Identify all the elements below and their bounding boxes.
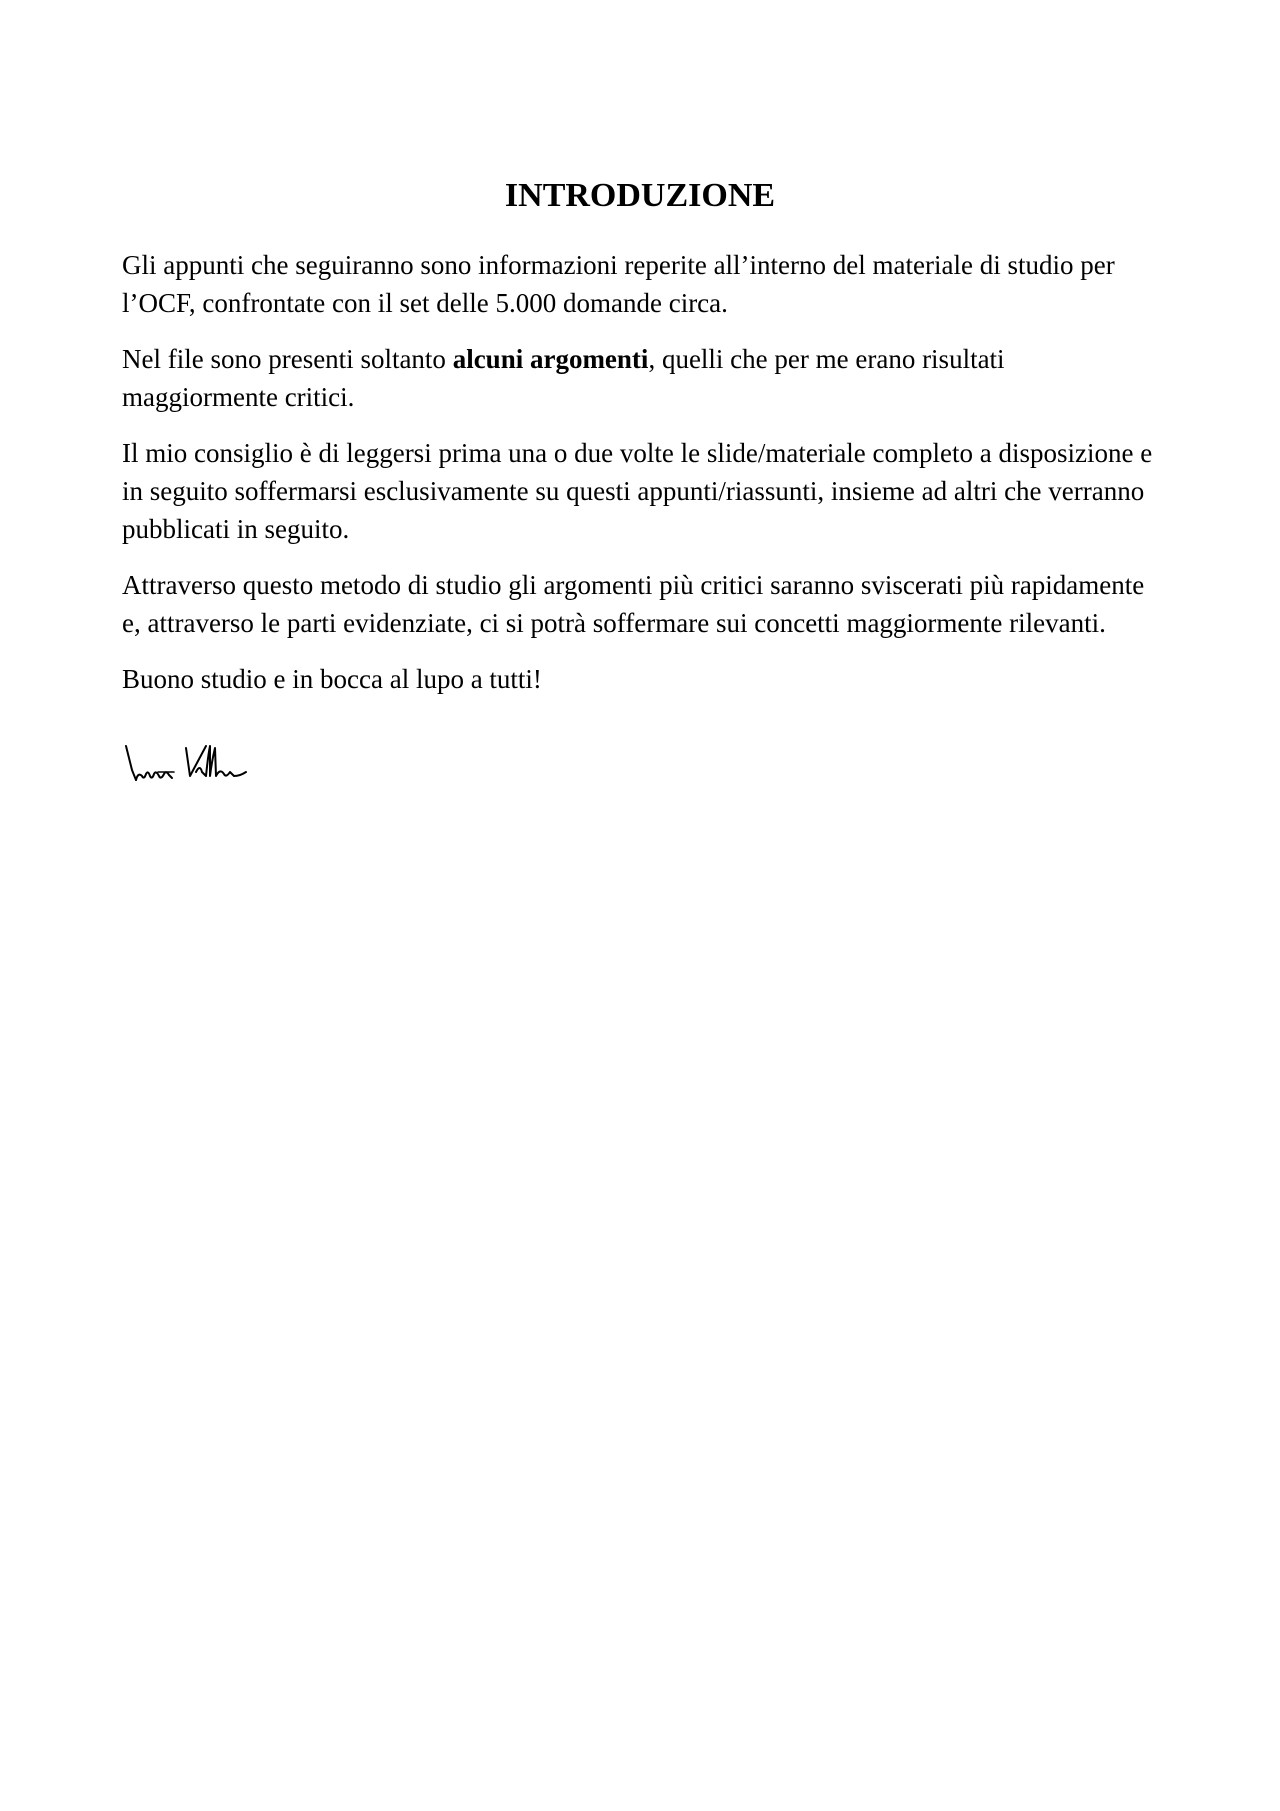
paragraph-closing: Buono studio e in bocca al lupo a tutti! (122, 664, 542, 694)
paragraph-topics (122, 340, 1162, 416)
paragraph-intro: Gli appunti che seguiranno sono informazioni reperite all’interno del materiale di studio per l’OCF, confrontate con il set delle 5.000 domande circa. (122, 250, 1115, 318)
handwritten-signature-icon (122, 742, 252, 788)
paragraph-topics-bold: alcuni argomenti (452, 344, 649, 374)
document-body (122, 246, 1162, 716)
page-title: INTRODUZIONE (504, 177, 776, 214)
paragraph-method: Attraverso questo metodo di studio gli argomenti più critici saranno sviscerati più rapidamente e, attraverso le parti evidenziate, ci si potrà soffermare sui concetti maggiormente rilevanti. (122, 570, 1145, 638)
paragraph-advice: Il mio consiglio è di leggersi prima una o due volte le slide/materiale completo a disposizione e in seguito soffermarsi esclusivamente su questi appunti/riassunti, insieme ad altri che verranno pubblicati in seguito. (122, 438, 1153, 544)
paragraph-topics-end: , quelli che per me erano risultati maggiormente critici. (122, 344, 1005, 412)
paragraph-topics-start: Nel file sono presenti soltanto (122, 344, 453, 374)
